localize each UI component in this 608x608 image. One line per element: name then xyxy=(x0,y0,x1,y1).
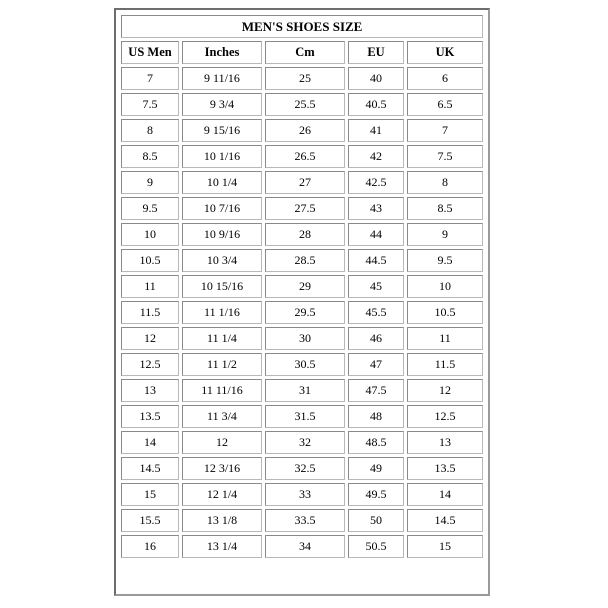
cell-eu: 44.5 xyxy=(348,249,404,272)
size-chart-frame xyxy=(114,8,490,596)
cell-cm: 27.5 xyxy=(265,197,345,220)
cell-uk: 7.5 xyxy=(407,145,483,168)
table-row xyxy=(121,171,483,194)
cell-inches: 11 1/2 xyxy=(182,353,262,376)
cell-cm: 32 xyxy=(265,431,345,454)
cell-eu: 42.5 xyxy=(348,171,404,194)
cell-us-men: 11.5 xyxy=(121,301,179,324)
table-row xyxy=(121,457,483,480)
table-row xyxy=(121,509,483,532)
cell-uk: 11.5 xyxy=(407,353,483,376)
cell-eu: 45.5 xyxy=(348,301,404,324)
cell-eu: 46 xyxy=(348,327,404,350)
cell-us-men: 10.5 xyxy=(121,249,179,272)
cell-inches: 10 3/4 xyxy=(182,249,262,272)
cell-uk: 6.5 xyxy=(407,93,483,116)
cell-uk: 7 xyxy=(407,119,483,142)
table-row xyxy=(121,145,483,168)
cell-us-men: 10 xyxy=(121,223,179,246)
cell-inches: 10 1/4 xyxy=(182,171,262,194)
table-row xyxy=(121,483,483,506)
cell-inches: 9 11/16 xyxy=(182,67,262,90)
cell-inches: 13 1/4 xyxy=(182,535,262,558)
cell-cm: 26.5 xyxy=(265,145,345,168)
cell-cm: 30.5 xyxy=(265,353,345,376)
cell-us-men: 15.5 xyxy=(121,509,179,532)
cell-eu: 40.5 xyxy=(348,93,404,116)
table-row xyxy=(121,67,483,90)
cell-uk: 9 xyxy=(407,223,483,246)
table-row xyxy=(121,223,483,246)
cell-cm: 31 xyxy=(265,379,345,402)
cell-cm: 32.5 xyxy=(265,457,345,480)
cell-us-men: 9.5 xyxy=(121,197,179,220)
cell-us-men: 12 xyxy=(121,327,179,350)
cell-eu: 49.5 xyxy=(348,483,404,506)
cell-us-men: 14 xyxy=(121,431,179,454)
cell-inches: 9 3/4 xyxy=(182,93,262,116)
cell-uk: 12.5 xyxy=(407,405,483,428)
cell-cm: 27 xyxy=(265,171,345,194)
table-row xyxy=(121,119,483,142)
cell-uk: 14.5 xyxy=(407,509,483,532)
cell-us-men: 12.5 xyxy=(121,353,179,376)
cell-cm: 26 xyxy=(265,119,345,142)
header-cm: Cm xyxy=(265,41,345,64)
table-row xyxy=(121,535,483,558)
cell-eu: 50.5 xyxy=(348,535,404,558)
cell-eu: 40 xyxy=(348,67,404,90)
cell-uk: 12 xyxy=(407,379,483,402)
cell-cm: 30 xyxy=(265,327,345,350)
cell-inches: 11 1/4 xyxy=(182,327,262,350)
cell-inches: 11 1/16 xyxy=(182,301,262,324)
cell-uk: 14 xyxy=(407,483,483,506)
cell-cm: 33.5 xyxy=(265,509,345,532)
cell-us-men: 13 xyxy=(121,379,179,402)
cell-cm: 33 xyxy=(265,483,345,506)
header-inches: Inches xyxy=(182,41,262,64)
table-row xyxy=(121,379,483,402)
header-us-men: US Men xyxy=(121,41,179,64)
table-row xyxy=(121,93,483,116)
cell-inches: 12 1/4 xyxy=(182,483,262,506)
cell-eu: 41 xyxy=(348,119,404,142)
header-row xyxy=(121,41,483,64)
table-row xyxy=(121,327,483,350)
cell-eu: 45 xyxy=(348,275,404,298)
cell-eu: 44 xyxy=(348,223,404,246)
cell-cm: 31.5 xyxy=(265,405,345,428)
cell-us-men: 14.5 xyxy=(121,457,179,480)
cell-uk: 6 xyxy=(407,67,483,90)
cell-uk: 8.5 xyxy=(407,197,483,220)
table-title: MEN'S SHOES SIZE xyxy=(121,15,483,38)
table-row xyxy=(121,431,483,454)
cell-cm: 28.5 xyxy=(265,249,345,272)
cell-uk: 11 xyxy=(407,327,483,350)
cell-us-men: 13.5 xyxy=(121,405,179,428)
shoe-size-table xyxy=(118,12,486,561)
table-row xyxy=(121,405,483,428)
table-row xyxy=(121,301,483,324)
cell-eu: 47 xyxy=(348,353,404,376)
cell-inches: 12 xyxy=(182,431,262,454)
cell-eu: 50 xyxy=(348,509,404,532)
cell-uk: 13 xyxy=(407,431,483,454)
cell-cm: 29 xyxy=(265,275,345,298)
cell-us-men: 8.5 xyxy=(121,145,179,168)
cell-uk: 15 xyxy=(407,535,483,558)
cell-inches: 10 9/16 xyxy=(182,223,262,246)
table-row xyxy=(121,353,483,376)
cell-us-men: 7 xyxy=(121,67,179,90)
cell-eu: 48.5 xyxy=(348,431,404,454)
cell-cm: 25 xyxy=(265,67,345,90)
cell-uk: 10.5 xyxy=(407,301,483,324)
cell-cm: 29.5 xyxy=(265,301,345,324)
cell-uk: 8 xyxy=(407,171,483,194)
cell-inches: 11 11/16 xyxy=(182,379,262,402)
table-body xyxy=(121,67,483,558)
cell-inches: 13 1/8 xyxy=(182,509,262,532)
cell-inches: 10 1/16 xyxy=(182,145,262,168)
cell-inches: 10 7/16 xyxy=(182,197,262,220)
cell-cm: 34 xyxy=(265,535,345,558)
table-row xyxy=(121,275,483,298)
cell-uk: 13.5 xyxy=(407,457,483,480)
cell-us-men: 9 xyxy=(121,171,179,194)
cell-us-men: 11 xyxy=(121,275,179,298)
cell-eu: 47.5 xyxy=(348,379,404,402)
cell-eu: 43 xyxy=(348,197,404,220)
header-eu: EU xyxy=(348,41,404,64)
cell-inches: 11 3/4 xyxy=(182,405,262,428)
cell-uk: 10 xyxy=(407,275,483,298)
cell-us-men: 7.5 xyxy=(121,93,179,116)
table-row xyxy=(121,197,483,220)
cell-cm: 25.5 xyxy=(265,93,345,116)
cell-us-men: 16 xyxy=(121,535,179,558)
cell-us-men: 15 xyxy=(121,483,179,506)
cell-eu: 49 xyxy=(348,457,404,480)
cell-inches: 9 15/16 xyxy=(182,119,262,142)
cell-inches: 10 15/16 xyxy=(182,275,262,298)
cell-us-men: 8 xyxy=(121,119,179,142)
cell-eu: 48 xyxy=(348,405,404,428)
table-row xyxy=(121,249,483,272)
cell-eu: 42 xyxy=(348,145,404,168)
cell-inches: 12 3/16 xyxy=(182,457,262,480)
cell-cm: 28 xyxy=(265,223,345,246)
cell-uk: 9.5 xyxy=(407,249,483,272)
header-uk: UK xyxy=(407,41,483,64)
